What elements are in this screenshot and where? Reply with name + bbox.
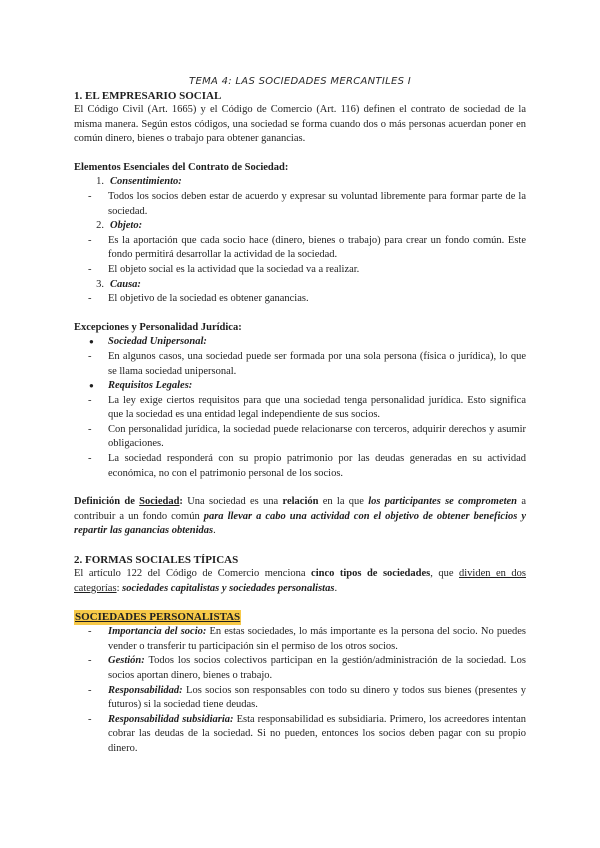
list-item-bullet: ● Sociedad Unipersonal:: [74, 335, 526, 350]
list-item: - La sociedad responderá con su propio patrimonio por las deudas generadas en su actividad económica, no con el patrimonio personal de los socios.: [88, 453, 526, 479]
list-item: - El objetivo de la sociedad es obtener ganancias.: [88, 293, 309, 305]
list-item: - En algunos casos, una sociedad puede ser formada por una sola persona (física o jurídica), lo que se llama sociedad unipersonal.: [88, 350, 526, 377]
list-item: - El objeto social es la actividad que la sociedad va a realizar.: [88, 263, 360, 275]
list-item: - Es la aportación que cada socio hace (dinero, bienes o trabajo) para crear un fondo común. Este fondo permitirá desarrollar la actividad de la sociedad.: [88, 234, 526, 261]
bullet-icon: ●: [89, 381, 94, 391]
excepciones-list: [74, 335, 526, 481]
list-item: - La ley exige ciertos requisitos para que una sociedad tenga personalidad jurídica. Esto significa que la sociedad es una entidad legal independiente de sus socios.: [88, 394, 526, 421]
list-item: - Responsabilidad: Los socios son responsables con todo su dinero y todos sus bienes (presentes y futuros) si la sociedad tiene deudas.: [88, 684, 526, 711]
elementos-heading: Elementos Esenciales del Contrato de Sociedad:: [74, 161, 289, 173]
formas-paragraph: El artículo 122 del Código de Comercio menciona cinco tipos de sociedades, que dividen en dos categorías: sociedades capitalistas y sociedades personalistas.: [74, 568, 526, 594]
list-item: - Importancia del socio: En estas sociedades, lo más importante es la persona del socio. No puedes vender o transferir tu participación sin el permiso de los otros socios.: [88, 626, 526, 652]
list-item: - Todos los socios deben estar de acuerdo y expresar su voluntad libremente para formar parte de la sociedad.: [88, 190, 526, 217]
list-item-number: 3. Causa:: [96, 278, 141, 290]
section-heading-1: 1. EL EMPRESARIO SOCIAL: [74, 90, 222, 102]
bullet-icon: ●: [89, 337, 94, 347]
list-item: - Gestión: Todos los socios colectivos participan en la gestión/administración de la sociedad. Los socios aportan dinero, bienes o trabajo.: [88, 655, 526, 681]
personalistas-heading: SOCIEDADES PERSONALISTAS: [75, 611, 241, 624]
list-item-number: 2. Objeto:: [96, 220, 143, 232]
list-item-bullet: ● Requisitos Legales:: [74, 379, 526, 394]
document-page: [74, 74, 526, 757]
elementos-list: [74, 175, 526, 306]
definition-paragraph: Definición de Sociedad: Una sociedad es una relación en la que los participantes se comprometen a contribuir a un fondo común para llevar a cabo una actividad con el objetivo de obtener beneficios y repartir las ganancias obtenidas.: [74, 496, 526, 537]
document-title: TEMA 4: LAS SOCIEDADES MERCANTILES I: [189, 76, 411, 87]
list-item: - Con personalidad jurídica, la sociedad puede relacionarse con terceros, adquirir derechos y asumir obligaciones.: [88, 423, 526, 450]
personalistas-list: [74, 625, 526, 756]
list-item: - Responsabilidad subsidiaria: Esta responsabilidad es subsidiaria. Primero, los acreedores intentan cobrar las deudas de la sociedad. Si no pueden, entonces los socios deben pagar con su propio dinero.: [88, 713, 526, 754]
list-item-number: 1. Consentimiento:: [96, 176, 182, 188]
section-heading-2: 2. FORMAS SOCIALES TÍPICAS: [74, 554, 239, 567]
excepciones-heading: Excepciones y Personalidad Jurídica:: [74, 321, 242, 333]
intro-paragraph: El Código Civil (Art. 1665) y el Código de Comercio (Art. 116) definen el contrato de sociedad de la misma manera. Según estos códigos, una sociedad se forma cuando dos o más personas acuerdan poner en común dinero, bienes o trabajo para obtener ganancias.: [74, 104, 526, 145]
